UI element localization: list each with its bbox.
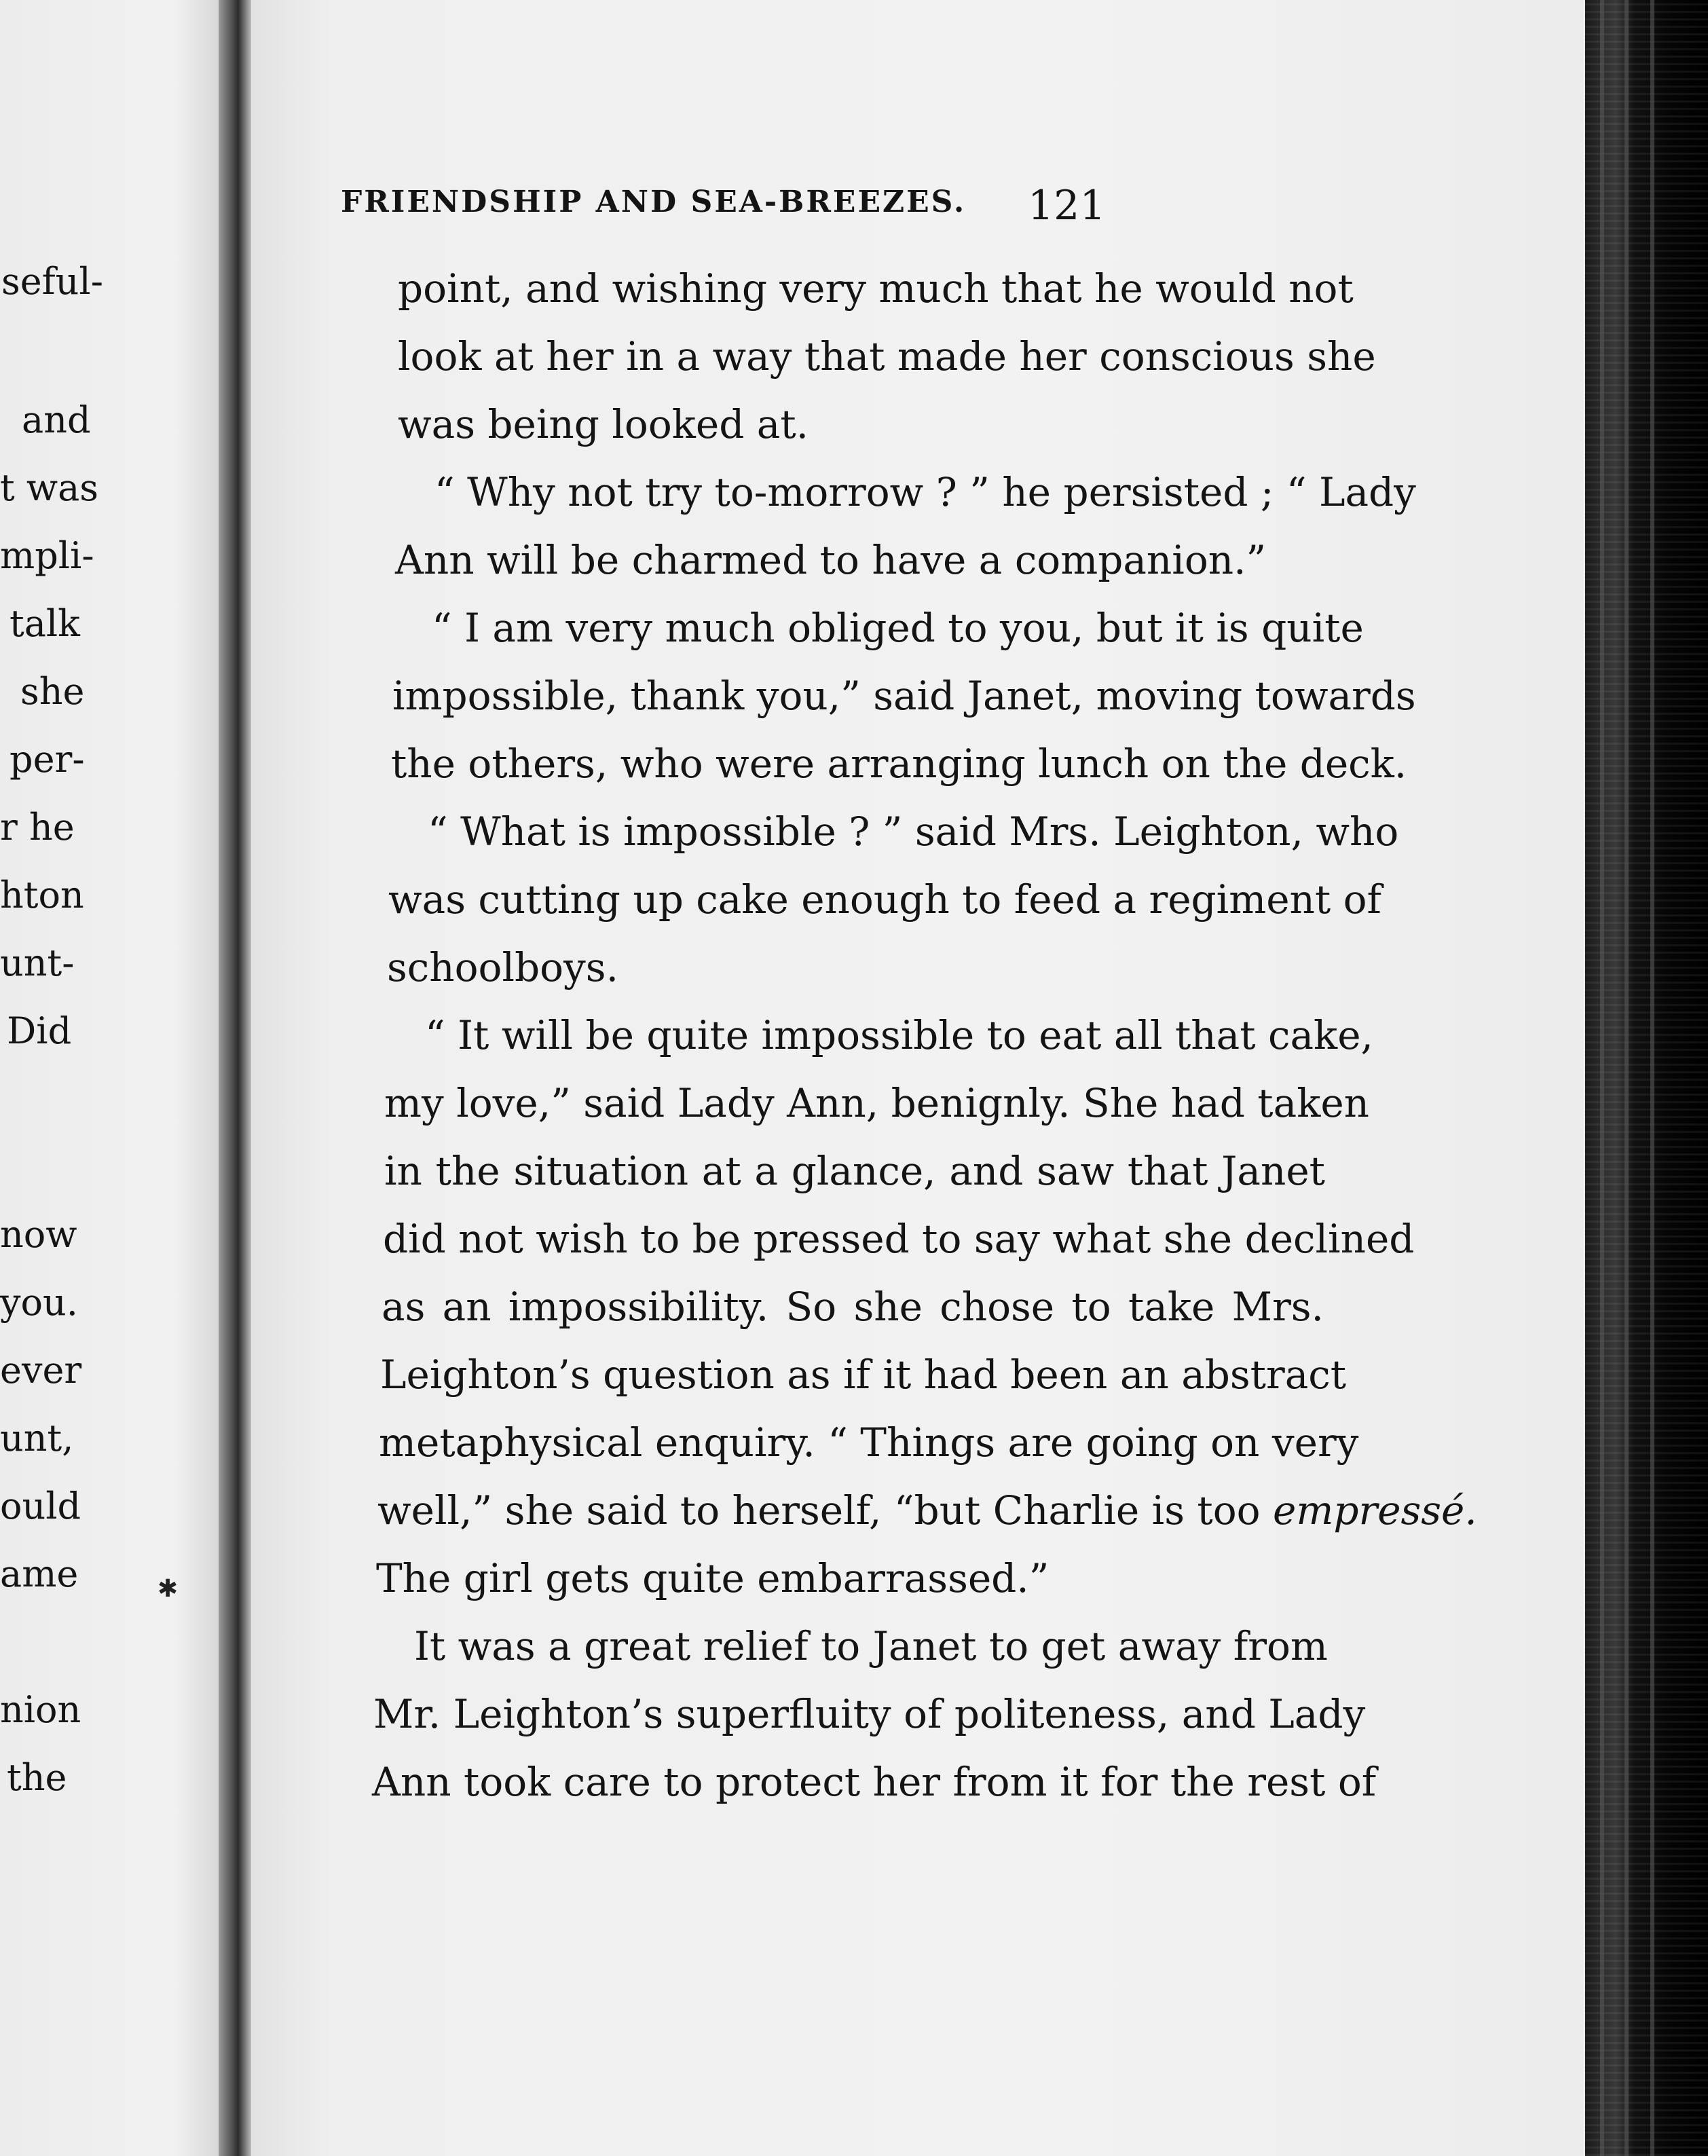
body-line: Leighton’s question as if it had been an abstract: [380, 1352, 1347, 1398]
body-line-text: well,” she said to herself, “but Charlie is too: [377, 1487, 1274, 1534]
body-line: as an impossibility. So she chose to take Mrs.: [382, 1284, 1324, 1330]
book-edge: [1585, 0, 1708, 2156]
left-page-fragment: the: [7, 1756, 67, 1799]
edge-line: [1600, 0, 1604, 2156]
body-line: did not wish to be pressed to say what she declined: [383, 1216, 1415, 1262]
body-line: point, and wishing very much that he would not: [398, 265, 1354, 312]
body-line: The girl gets quite embarrassed.”: [376, 1555, 1050, 1601]
body-line: [377, 1487, 1477, 1534]
body-line: look at her in a way that made her conscious she: [398, 333, 1376, 379]
speck-mark: ✱: [157, 1575, 179, 1603]
left-page-fragment: per-: [10, 738, 85, 781]
body-line: was being looked at.: [398, 401, 809, 447]
left-page-fragment: unt-: [0, 942, 75, 984]
body-line: “ What is impossible ? ” said Mrs. Leighton, who: [428, 809, 1399, 855]
left-page-fragment: hton: [0, 874, 84, 916]
left-page-fragment: seful-: [1, 260, 103, 303]
left-page-fragment: now: [0, 1213, 77, 1256]
body-line: impossible, thank you,” said Janet, moving towards: [392, 673, 1416, 719]
left-page-fragment: ever: [0, 1349, 82, 1392]
body-line: “ It will be quite impossible to eat all that cake,: [425, 1012, 1373, 1058]
left-page-fragment: and: [22, 398, 91, 441]
body-line: “ I am very much obliged to you, but it is quite: [432, 605, 1364, 651]
left-page-fragment: mpli-: [0, 534, 94, 577]
left-page: [0, 0, 219, 2156]
left-page-fragment: ame: [0, 1553, 79, 1595]
edge-line: [1650, 0, 1654, 2156]
book-gutter: [219, 0, 251, 2156]
left-page-fragment: Did: [7, 1009, 72, 1052]
body-line: It was a great relief to Janet to get away from: [414, 1623, 1328, 1669]
page-number: 121: [1028, 182, 1106, 229]
left-page-fragment: she: [20, 670, 85, 713]
body-line: “ Why not try to-morrow ? ” he persisted ; “ Lady: [434, 469, 1416, 515]
body-line: in the situation at a glance, and saw that Janet: [384, 1148, 1325, 1194]
body-line: my love,” said Lady Ann, benignly. She had taken: [384, 1080, 1370, 1126]
left-page-fragment: r he: [0, 806, 75, 849]
body-line: was cutting up cake enough to feed a regiment of: [388, 876, 1381, 923]
right-page: [251, 0, 1585, 2156]
left-page-fragment: unt,: [0, 1417, 74, 1460]
left-page-fragment: ould: [0, 1485, 81, 1527]
body-line: Mr. Leighton’s superfluity of politeness, and Lady: [373, 1691, 1366, 1737]
body-line: the others, who were arranging lunch on the deck.: [391, 741, 1407, 787]
left-page-fragment: t was: [0, 466, 98, 509]
body-line: Ann took care to protect her from it for the rest of: [372, 1759, 1377, 1805]
edge-line: [1625, 0, 1629, 2156]
italic-word: empressé.: [1273, 1487, 1477, 1534]
body-line: Ann will be charmed to have a companion.”: [395, 537, 1267, 583]
left-page-fragment: talk: [10, 602, 80, 645]
left-page-fragment: you.: [0, 1281, 78, 1324]
body-line: schoolboys.: [387, 944, 619, 990]
running-title: FRIENDSHIP AND SEA-BREEZES.: [341, 185, 967, 219]
body-line: metaphysical enquiry. “ Things are going on very: [379, 1419, 1359, 1466]
left-page-fragment: nion: [0, 1688, 81, 1731]
